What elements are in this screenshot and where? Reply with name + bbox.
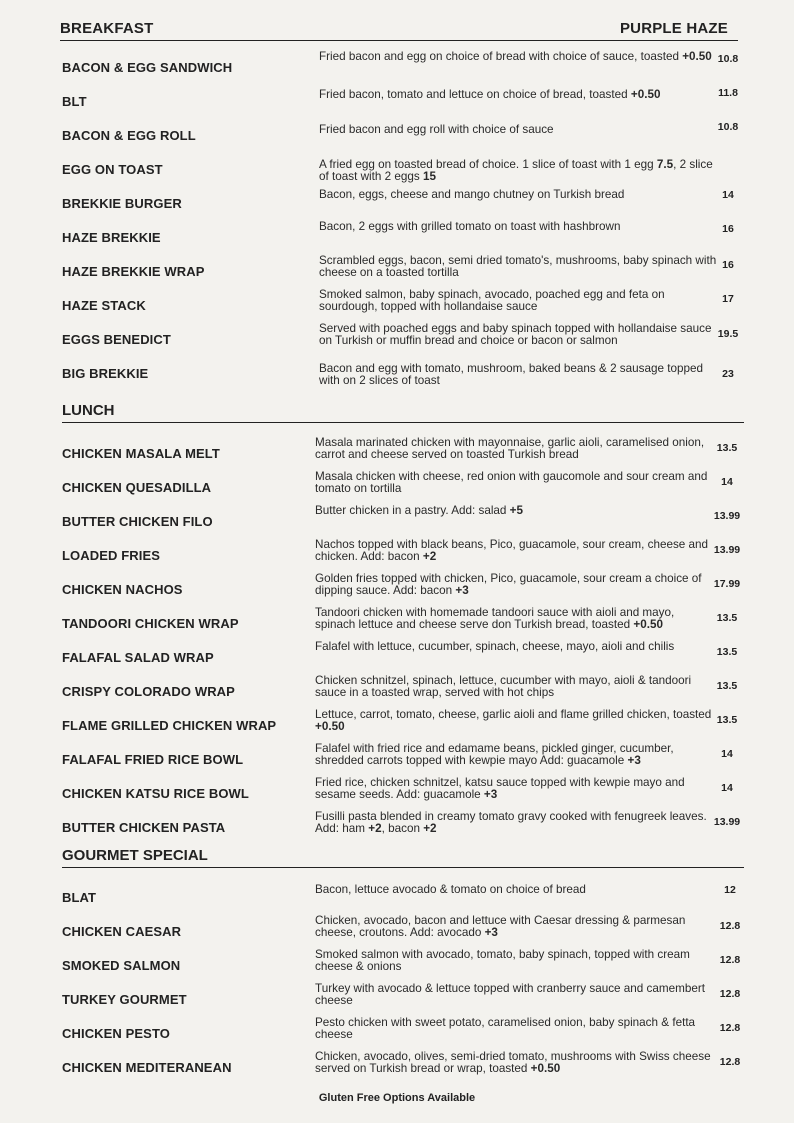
menu-item xyxy=(0,1016,794,1050)
item-name: BUTTER CHICKEN FILO xyxy=(62,514,213,529)
description-text: Served with poached eggs and baby spinach topped with hollandaise sauce on Turkish or muffin bread and choice or bacon or salmon xyxy=(319,322,712,347)
menu-item xyxy=(0,356,794,390)
item-price: 13.5 xyxy=(716,714,738,726)
menu-item xyxy=(0,152,794,186)
menu-header xyxy=(60,20,738,41)
menu-item xyxy=(0,220,794,254)
menu-item xyxy=(0,84,794,118)
item-name: TANDOORI CHICKEN WRAP xyxy=(62,616,239,631)
item-name: CHICKEN NACHOS xyxy=(62,582,183,597)
item-name: BREKKIE BURGER xyxy=(62,196,182,211)
item-name: FLAME GRILLED CHICKEN WRAP xyxy=(62,718,277,733)
item-description xyxy=(315,607,713,630)
item-price: 10.8 xyxy=(717,121,739,133)
description-text: Smoked salmon, baby spinach, avocado, poached egg and feta on sourdough, topped with hollandaise sauce xyxy=(319,288,665,313)
item-price: 10.8 xyxy=(717,53,739,65)
item-price: 13.5 xyxy=(716,612,738,624)
item-name: BACON & EGG SANDWICH xyxy=(62,60,233,75)
description-text: Lettuce, carrot, tomato, cheese, garlic aioli and flame grilled chicken, toasted xyxy=(315,708,712,721)
menu-item xyxy=(0,50,794,84)
menu-item xyxy=(0,674,794,708)
add-on-price: +0.50 xyxy=(678,50,712,63)
item-description xyxy=(319,323,717,346)
item-description xyxy=(315,573,713,596)
item-description xyxy=(315,505,713,517)
lunch-heading: LUNCH xyxy=(62,402,744,423)
add-on-price: +3 xyxy=(480,787,498,801)
item-price: 17.99 xyxy=(713,578,741,590)
item-price: 11.8 xyxy=(718,87,738,99)
menu-item xyxy=(0,606,794,640)
item-name: FALAFAL FRIED RICE BOWL xyxy=(62,752,244,767)
add-on-price: +2 xyxy=(419,549,437,563)
add-on-price: +5 xyxy=(506,504,524,517)
item-description xyxy=(315,884,713,896)
item-name: LOADED FRIES xyxy=(62,548,160,563)
menu-item xyxy=(0,118,794,152)
item-price: 12 xyxy=(724,884,736,896)
item-price: 13.99 xyxy=(713,510,741,522)
item-description xyxy=(315,915,713,938)
item-description xyxy=(315,641,713,653)
menu-item xyxy=(0,572,794,606)
item-price: 12.8 xyxy=(719,1056,741,1068)
item-price: 12.8 xyxy=(719,1022,741,1034)
item-name: CHICKEN KATSU RICE BOWL xyxy=(62,786,249,801)
item-description xyxy=(315,777,713,800)
item-name: HAZE STACK xyxy=(62,298,146,313)
add-on-price: +3 xyxy=(624,753,641,767)
item-name: CHICKEN QUESADILLA xyxy=(62,480,212,495)
add-on-price: +2 xyxy=(419,821,437,835)
item-description xyxy=(315,437,713,460)
item-description xyxy=(319,363,717,386)
description-text: Nachos topped with black beans, Pico, guacamole, sour cream, cheese and chicken. Add: bacon xyxy=(315,538,709,563)
item-price: 19.5 xyxy=(717,328,739,340)
menu-item xyxy=(0,914,794,948)
menu-item xyxy=(0,742,794,776)
menu-item xyxy=(0,810,794,844)
add-on-price: +0.50 xyxy=(527,1061,561,1075)
menu-item xyxy=(0,880,794,914)
item-description xyxy=(315,675,713,698)
item-description xyxy=(315,811,713,834)
item-name: CHICKEN MEDITERANEAN xyxy=(62,1060,232,1075)
description-text: Bacon, lettuce avocado & tomato on choice of bread xyxy=(315,883,586,896)
item-description xyxy=(319,255,717,278)
item-description xyxy=(315,1051,713,1074)
item-name: EGG ON TOAST xyxy=(62,162,163,177)
description-text: A fried egg on toasted bread of choice. 1 slice of toast with 1 egg 7.5, 2 slice of toast with 2 eggs 15 xyxy=(319,158,713,183)
menu-item xyxy=(0,470,794,504)
gluten-free-note: Gluten Free Options Available xyxy=(318,1092,476,1104)
description-text: Tandoori chicken with homemade tandoori sauce with aioli and mayo, spinach lettuce and cheese serve don Turkish bread, toasted xyxy=(315,606,675,631)
item-description xyxy=(315,471,713,494)
item-price: 16 xyxy=(722,259,734,271)
menu-item xyxy=(0,254,794,288)
menu-item xyxy=(0,322,794,356)
description-text: Fried bacon and egg roll with choice of sauce xyxy=(319,123,554,136)
menu-item xyxy=(0,186,794,220)
add-on-price: +0.50 xyxy=(627,88,661,101)
item-description xyxy=(315,709,713,732)
description-text: Bacon and egg with tomato, mushroom, baked beans & 2 sausage topped with on 2 slices of toast xyxy=(319,362,703,387)
item-price: 13.5 xyxy=(716,442,738,454)
description-text: Falafel with lettuce, cucumber, spinach, cheese, mayo, aioli and chilis xyxy=(315,640,675,653)
item-name: BLT xyxy=(62,94,87,109)
item-name: TURKEY GOURMET xyxy=(62,992,187,1007)
item-name: CHICKEN MASALA MELT xyxy=(62,446,220,461)
item-description xyxy=(315,1017,713,1040)
item-price: 14 xyxy=(721,748,733,760)
item-description xyxy=(315,743,713,766)
breakfast-heading: BREAKFAST xyxy=(60,20,154,37)
description-text: Fried rice, chicken schnitzel, katsu sauce topped with kewpie mayo and sesame seeds. Add: guacamole xyxy=(315,776,685,801)
item-description xyxy=(319,159,717,182)
add-on-price: +3 xyxy=(481,925,498,939)
item-description xyxy=(319,51,717,63)
menu-item xyxy=(0,708,794,742)
item-name: HAZE BREKKIE WRAP xyxy=(62,264,205,279)
item-description xyxy=(315,949,713,972)
item-name: HAZE BREKKIE xyxy=(62,230,161,245)
item-name: SMOKED SALMON xyxy=(62,958,181,973)
description-text: Falafel with fried rice and edamame beans, pickled ginger, cucumber, shredded carrots topped with kewpie mayo Add: guacamole xyxy=(315,742,674,767)
gourmet-heading: GOURMET SPECIAL xyxy=(62,847,744,868)
item-price: 17 xyxy=(722,293,734,305)
item-price: 16 xyxy=(722,223,734,235)
item-description xyxy=(315,539,713,562)
add-on-price: +0.50 xyxy=(630,617,663,631)
item-price: 14 xyxy=(721,782,733,794)
menu-item xyxy=(0,436,794,470)
item-name: BACON & EGG ROLL xyxy=(62,128,196,143)
description-text: Masala chicken with cheese, red onion with gaucomole and sour cream and tomato on tortilla xyxy=(315,470,708,495)
item-price: 12.8 xyxy=(719,988,741,1000)
item-description xyxy=(319,89,717,101)
item-name: BLAT xyxy=(62,890,97,905)
item-price: 12.8 xyxy=(719,920,741,932)
item-price: 13.5 xyxy=(716,680,738,692)
menu-item xyxy=(0,538,794,572)
add-on-price: +3 xyxy=(452,583,469,597)
description-text: Bacon, eggs, cheese and mango chutney on Turkish bread xyxy=(319,188,625,201)
item-name: FALAFAL SALAD WRAP xyxy=(62,650,214,665)
item-name: CHICKEN PESTO xyxy=(62,1026,170,1041)
description-text: Chicken schnitzel, spinach, lettuce, cucumber with mayo, aioli & tandoori sauce in a toasted wrap, served with hot chips xyxy=(315,674,692,699)
item-name: CHICKEN CAESAR xyxy=(62,924,182,939)
item-price: 12.8 xyxy=(719,954,741,966)
description-text: Fried bacon, tomato and lettuce on choice of bread, toasted xyxy=(319,88,628,101)
item-description xyxy=(315,983,713,1006)
item-price: 13.99 xyxy=(713,544,741,556)
item-price: 14 xyxy=(722,189,734,201)
menu-item xyxy=(0,504,794,538)
item-description xyxy=(319,221,717,233)
description-text: Fried bacon and egg on choice of bread with choice of sauce, toasted xyxy=(319,50,679,63)
item-description xyxy=(319,289,717,312)
item-name: BUTTER CHICKEN PASTA xyxy=(62,820,226,835)
item-price: 13.99 xyxy=(713,816,741,828)
menu-item xyxy=(0,288,794,322)
description-text: Turkey with avocado & lettuce topped with cranberry sauce and camembert cheese xyxy=(315,982,705,1007)
description-text: Masala marinated chicken with mayonnaise, garlic aioli, caramelised onion, carrot and cheese served on toasted Turkish bread xyxy=(315,436,705,461)
menu-item xyxy=(0,1050,794,1084)
description-text: Smoked salmon with avocado, tomato, baby spinach, topped with cream cheese & onions xyxy=(315,948,690,973)
description-text: Scrambled eggs, bacon, semi dried tomato's, mushrooms, baby spinach with cheese on a toasted tortilla xyxy=(319,254,717,279)
description-text: Chicken, avocado, bacon and lettuce with Caesar dressing & parmesan cheese, croutons. Add: avocado xyxy=(315,914,686,939)
menu-item xyxy=(0,982,794,1016)
item-price: 23 xyxy=(722,368,734,380)
item-description xyxy=(319,124,717,136)
item-name: CRISPY COLORADO WRAP xyxy=(62,684,235,699)
cafe-name: PURPLE HAZE xyxy=(619,20,728,37)
description-text: Fusilli pasta blended in creamy tomato gravy cooked with fenugreek leaves. Add: ham +2, bacon xyxy=(315,810,707,835)
menu-item xyxy=(0,948,794,982)
item-price: 13.5 xyxy=(716,646,738,658)
item-price: 14 xyxy=(721,476,733,488)
description-text: Pesto chicken with sweet potato, caramelised onion, baby spinach & fetta cheese xyxy=(315,1016,696,1041)
item-description xyxy=(319,189,717,201)
item-name: EGGS BENEDICT xyxy=(62,332,171,347)
description-text: Butter chicken in a pastry. Add: salad xyxy=(315,504,507,517)
description-text: Chicken, avocado, olives, semi-dried tomato, mushrooms with Swiss cheese served on Turkish bread or wrap, toasted xyxy=(315,1050,711,1075)
menu-item xyxy=(0,776,794,810)
menu-item xyxy=(0,640,794,674)
description-text: Golden fries topped with chicken, Pico, guacamole, sour cream a choice of dipping sauce. Add: bacon xyxy=(315,572,702,597)
description-text: Bacon, 2 eggs with grilled tomato on toast with hashbrown xyxy=(319,220,621,233)
add-on-price: +0.50 xyxy=(315,719,345,733)
item-name: BIG BREKKIE xyxy=(62,366,149,381)
